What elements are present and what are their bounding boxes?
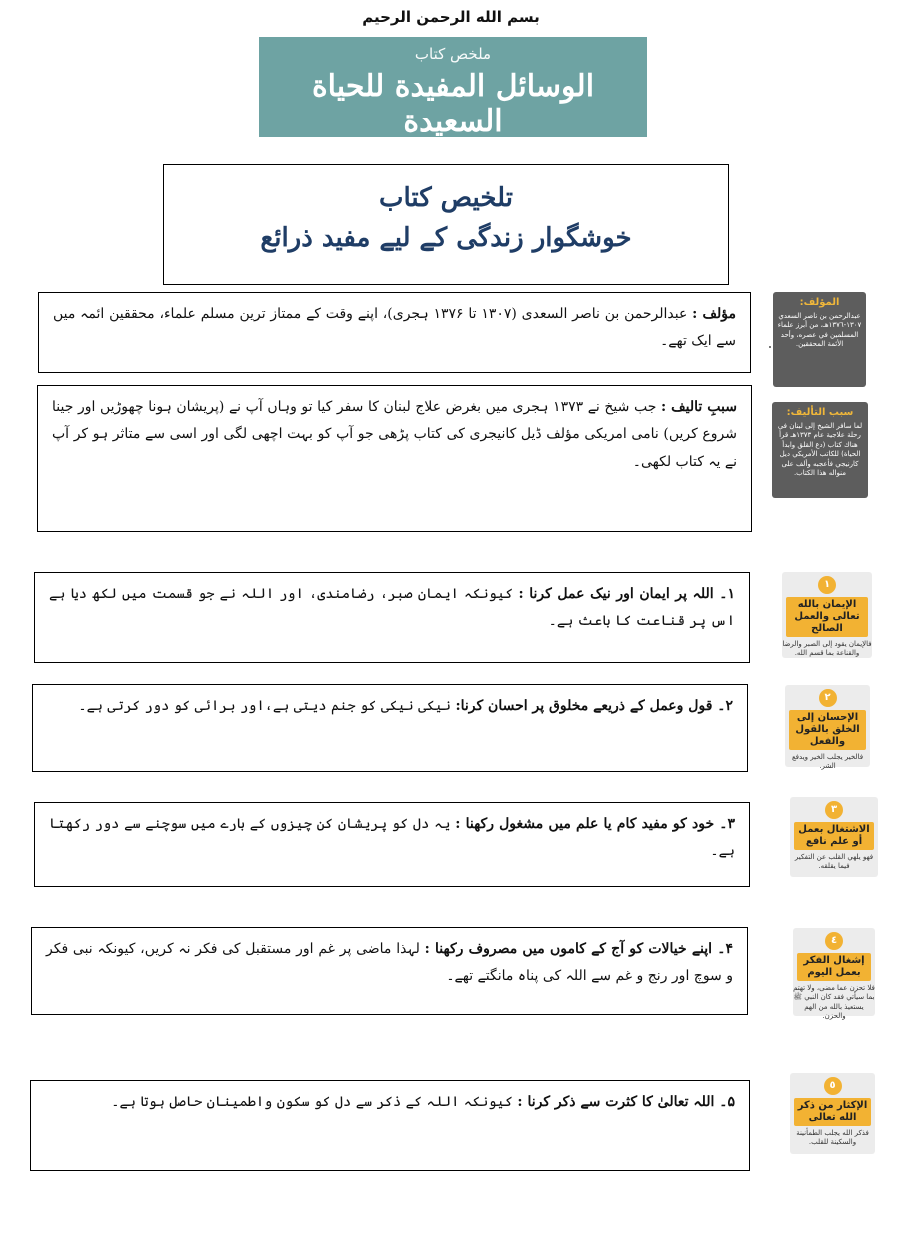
point-3-card [790, 797, 878, 877]
point-2-text: نیکی نیکی کو جنم دیتی ہے،اور برائی کو دور کرتی ہے۔ [78, 698, 451, 714]
point-1-label: ۱۔ اللہ پر ایمان اور نیک عمل کرنا : [518, 586, 736, 602]
banner-title: الوسائل المفيدة للحياة السعيدة [311, 69, 595, 139]
decorative-dot [769, 346, 771, 348]
reason-card [772, 402, 868, 498]
point-1-card-title: الإيمان بالله تعالى والعمل الصالح [786, 597, 868, 637]
point-3-card-text: فهو يلهي القلب عن التفكير فيما يقلقه. [794, 853, 874, 871]
bismillah: بسم الله الرحمن الرحيم [362, 8, 540, 26]
point-3-card-title: الاشتغال بعمل أو علم نافع [794, 822, 874, 850]
author-card-title: المؤلف: [799, 297, 840, 308]
point-4-box [31, 927, 748, 1015]
title-line-2: خوشگوار زندگی کے لیے مفید ذرائع [260, 223, 632, 253]
point-4-card-number: ٤ [825, 932, 843, 950]
point-1-text: کیونکہ ایمان صبر، رضامندی، اور اللہ نے جو قسمت میں لکھ دیا ہے اس پر قناعت کا باعث ہے۔ [49, 586, 735, 630]
point-1-card-number: ١ [818, 576, 836, 594]
point-2-card-text: فالخير يجلب الخير ويدفع الشر. [791, 753, 864, 771]
author-label: مؤلف : [692, 306, 737, 322]
point-4-card-text: فلا تحزن عما مضى، ولا تهتم بما سيأتي فقد كان النبي ﷺ يستعيذ بالله من الهم والحزن. [793, 984, 875, 1021]
point-1-box [34, 572, 750, 663]
point-3-text: یہ دل کو پریشان کن چیزوں کے بارے میں سوچنے سے دور رکھتا ہے۔ [49, 816, 735, 860]
point-3-card-number: ٣ [825, 801, 843, 819]
point-2-box [32, 684, 748, 772]
point-5-label: ۵۔ اللہ تعالیٰ کا کثرت سے ذکر کرنا : [517, 1094, 735, 1110]
point-4-text: لہذا ماضی پر غم اور مستقبل کی فکر نہ کریں، کیونکہ نبی فکر و سوچ اور رنج و غم سے اللہ کی پناہ مانگتے تھے۔ [46, 941, 733, 985]
banner-subtitle: ملخص كتاب [414, 45, 492, 63]
reason-label: سببِ تالیف : [660, 399, 738, 415]
point-3-box [34, 802, 750, 887]
point-3-label: ۳۔ خود کو مفید کام یا علم میں مشغول رکھنا : [455, 816, 735, 832]
point-5-card [790, 1073, 875, 1154]
point-5-text: کیونکہ اللہ کے ذکر سے دل کو سکون واطمینان حاصل ہوتا ہے۔ [111, 1094, 513, 1110]
book-banner [259, 37, 647, 137]
reason-card-title: سبب التأليف: [786, 407, 854, 418]
point-5-card-title: الإكثار من ذكر الله تعالى [794, 1098, 871, 1126]
point-2-card-title: الإحسان إلى الخلق بالقول والفعل [789, 710, 866, 750]
point-5-box [30, 1080, 750, 1171]
point-4-card-title: إشغال الفكر بعمل اليوم [797, 953, 871, 981]
title-line-1: تلخیص کتاب [379, 183, 513, 213]
point-2-card [785, 685, 870, 771]
point-1-card-text: فالإيمان يقود إلى الصبر والرضا والقناعة بما قسم الله. [782, 640, 872, 658]
reason-text: جب شیخ نے ۱۳۷۳ ہجری میں بغرض علاج لبنان کا سفر کیا تو وہاں آپ نے (پریشان ہونا چھوڑیں اور جینا شروع کریں) نامی امریکی مؤلف ڈیل کانیجری کی کتاب پڑھی جو آپ کو بہت اچھی لگی اور اسی سے متاثر ہو کر آپ نے یہ کتاب لکھی۔ [52, 399, 737, 470]
point-1-card [782, 572, 872, 658]
author-box [38, 292, 751, 373]
reason-box [37, 385, 752, 532]
reason-card-text: لما سافر الشيخ إلى لبنان في رحلة علاجية عام ١٣٧٣هـ قرأ هناك كتاب (دع القلق وابدأ الحياة) للكاتب الأمريكي ديل كارنيجي فأعجبه وألف على منواله هذا الكتاب. [777, 422, 863, 478]
title-box [163, 164, 729, 285]
point-2-label: ۲۔ قول وعمل کے ذریعے مخلوق پر احسان کرنا: [455, 698, 733, 714]
point-5-card-text: فذكر الله يجلب الطمأنينة والسكينة للقلب. [796, 1129, 869, 1147]
point-5-card-number: ٥ [824, 1077, 842, 1095]
point-2-card-number: ٢ [819, 689, 837, 707]
author-card [773, 292, 866, 387]
author-text: عبدالرحمن بن ناصر السعدی (۱۳۰۷ تا ۱۳۷۶ ہجری)، اپنے وقت کے ممتاز ترین مسلم علماء، محققین ائمہ میں سے ایک تھے۔ [53, 306, 736, 350]
point-4-card [793, 928, 875, 1021]
author-card-text: عبدالرحمن بن ناصر السعدي ١٣٠٧-١٣٧٦هـ، من أبرز علماء المسلمين في عصره، وأحد الأئمة المحققين. [777, 312, 862, 349]
point-4-label: ۴۔ اپنے خیالات کو آج کے کاموں میں مصروف رکھنا : [424, 941, 733, 957]
